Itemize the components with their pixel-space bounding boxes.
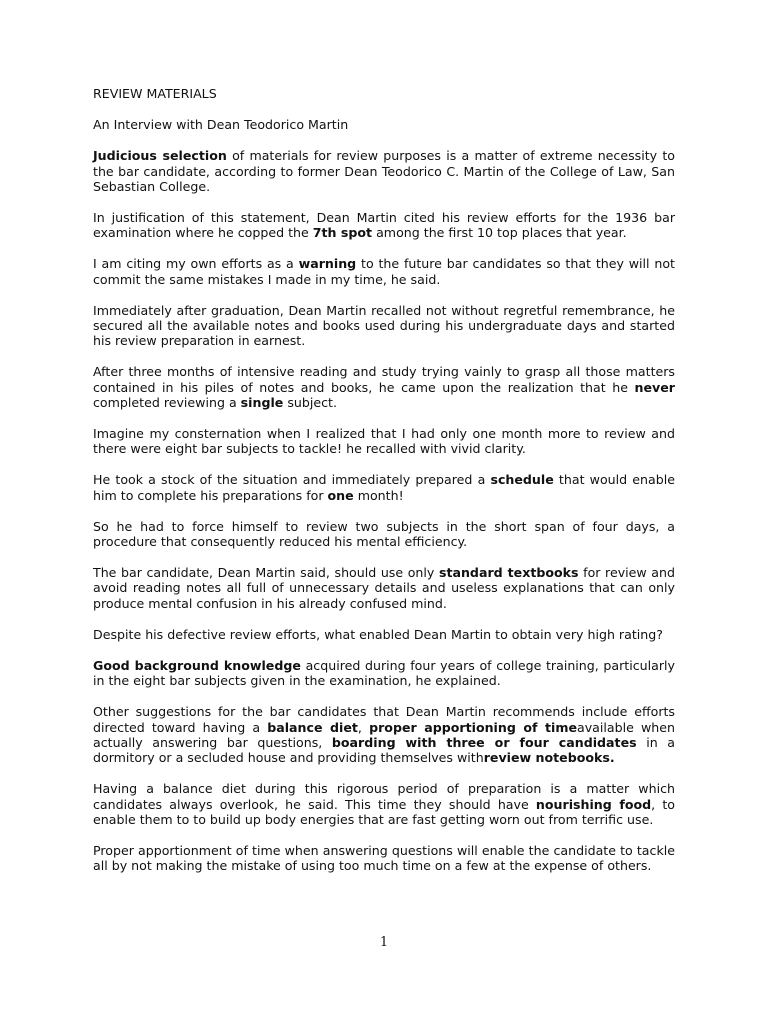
paragraph-text: to the future bar candidates so that they will not commit the same mistakes I made in my time, he said. bbox=[93, 256, 675, 287]
paragraph-text: month! bbox=[353, 487, 404, 503]
body-paragraph bbox=[93, 364, 675, 410]
body-paragraph bbox=[93, 565, 675, 611]
bold-text: boarding with three or four candidates bbox=[331, 734, 637, 750]
body-paragraph bbox=[93, 519, 675, 549]
document-title: REVIEW MATERIALS bbox=[93, 86, 217, 101]
body-paragraph bbox=[93, 303, 675, 349]
paragraph-text: available when actually answering bar questions, bbox=[93, 719, 675, 750]
bold-text: proper apportioning of time bbox=[369, 719, 578, 735]
article-body bbox=[93, 148, 675, 873]
bold-text: Judicious selection bbox=[93, 148, 227, 164]
paragraph-text: Other suggestions for the bar candidates that Dean Martin recommends include efforts directed toward having a bbox=[93, 704, 675, 735]
paragraph-text: , bbox=[357, 719, 370, 735]
body-paragraph bbox=[93, 781, 675, 827]
body-paragraph bbox=[93, 472, 675, 502]
paragraph-text: , to enable them to to build up body energies that are fast getting worn out from terrific use. bbox=[93, 796, 675, 827]
bold-text: 7th spot bbox=[312, 225, 373, 241]
paragraph-text: of materials for review purposes is a matter of extreme necessity to the bar candidate, according to former Dean Teodorico C. Martin of the College of Law, San Sebastian College. bbox=[93, 148, 675, 194]
page-number: 1 bbox=[379, 934, 388, 949]
paragraph-text: He took a stock of the situation and immediately prepared a bbox=[93, 472, 491, 488]
bold-text: balance diet bbox=[267, 719, 358, 735]
paragraph-text: Having a balance diet during this rigorous period of preparation is a matter which candidates always overlook, he said. This time they should have bbox=[93, 781, 675, 812]
bold-text: warning bbox=[298, 256, 357, 272]
paragraph-text: for review and avoid reading notes all full of unnecessary details and useless explanations that can only produce mental confusion in his already confused mind. bbox=[93, 565, 675, 611]
paragraph-text: acquired during four years of college training, particularly in the eight bar subjects given in the examination, he explained. bbox=[93, 658, 675, 689]
bold-text: one bbox=[327, 487, 354, 503]
body-paragraph bbox=[93, 210, 675, 240]
paragraph-text: Immediately after graduation, Dean Martin recalled not without regretful remembrance, he secured all the available notes and books used during his undergraduate days and started his review preparation in earnest. bbox=[93, 302, 675, 349]
bold-text: never bbox=[634, 379, 675, 395]
body-paragraph bbox=[93, 843, 675, 873]
bold-text: schedule bbox=[490, 472, 554, 488]
body-paragraph bbox=[93, 426, 675, 456]
paragraph-text: among the first 10 top places that year. bbox=[372, 225, 627, 241]
bold-text: standard textbooks bbox=[438, 565, 579, 581]
paragraph-text: Proper apportionment of time when answering questions will enable the candidate to tackle all by not making the mistake of using too much time on a few at the expense of others. bbox=[93, 842, 675, 874]
body-paragraph bbox=[93, 658, 675, 688]
paragraph-text: So he had to force himself to review two subjects in the short span of four days, a procedure that consequently reduced his mental efficiency. bbox=[93, 518, 675, 550]
bold-text: review notebooks. bbox=[483, 750, 615, 766]
body-paragraph bbox=[93, 148, 675, 194]
paragraph-text: completed reviewing a bbox=[93, 394, 241, 410]
document-page bbox=[93, 86, 675, 889]
bold-text: Good background knowledge bbox=[93, 658, 301, 674]
bold-text: nourishing food bbox=[535, 796, 652, 812]
body-paragraph bbox=[93, 704, 675, 765]
paragraph-text: After three months of intensive reading and study trying vainly to grasp all those matters contained in his piles of notes and books, he came upon the realization that he bbox=[93, 364, 675, 395]
bold-text: single bbox=[240, 394, 284, 410]
body-paragraph bbox=[93, 256, 675, 286]
body-paragraph bbox=[93, 627, 675, 642]
paragraph-text: that would enable him to complete his preparations for bbox=[93, 472, 675, 503]
paragraph-text: Despite his defective review efforts, what enabled Dean Martin to obtain very high rating? bbox=[93, 626, 663, 642]
paragraph-text: The bar candidate, Dean Martin said, should use only bbox=[93, 565, 439, 581]
paragraph-text: subject. bbox=[283, 394, 337, 410]
paragraph-text: In justification of this statement, Dean Martin cited his review efforts for the 1936 bar examination where he copped the bbox=[93, 210, 675, 241]
document-subtitle: An Interview with Dean Teodorico Martin bbox=[93, 117, 349, 133]
paragraph-text: I am citing my own efforts as a bbox=[93, 256, 299, 272]
paragraph-text: Imagine my consternation when I realized that I had only one month more to review and there were eight bar subjects to tackle! he recalled with vivid clarity. bbox=[93, 426, 675, 457]
paragraph-text: in a dormitory or a secluded house and providing themselves with bbox=[93, 734, 675, 766]
